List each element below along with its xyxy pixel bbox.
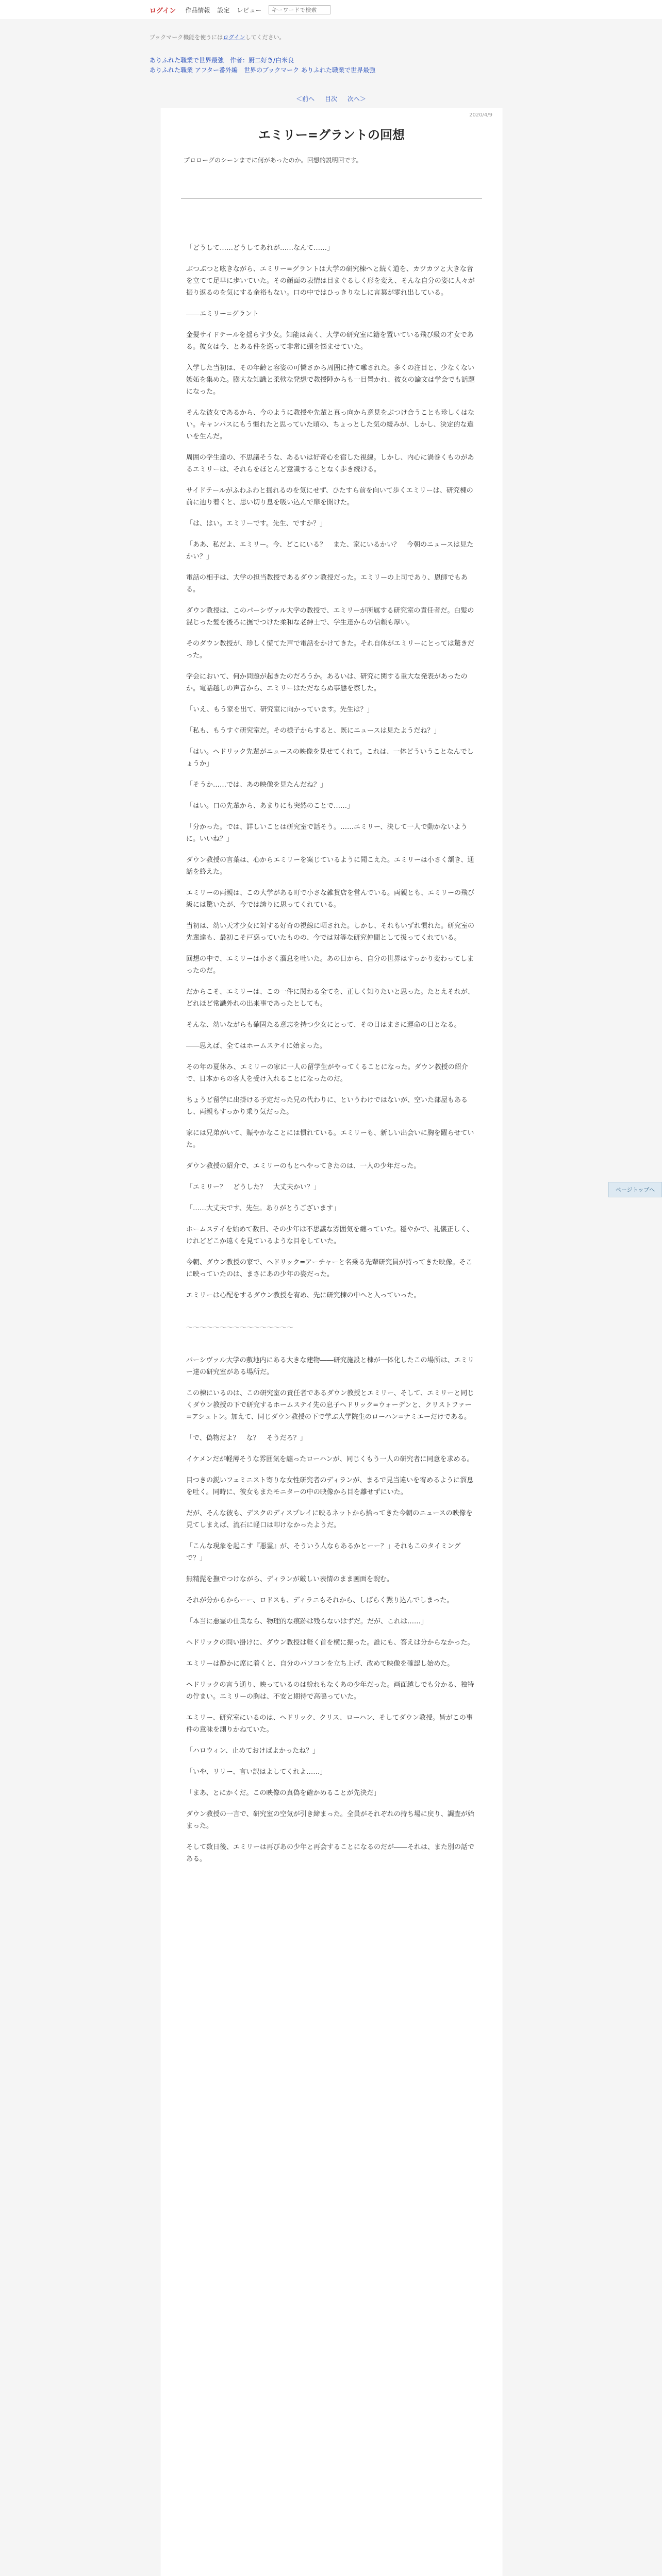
story-paragraph: 「はい。口の先輩から、あまりにも突然のことで……」 bbox=[186, 802, 354, 810]
story-paragraph: 「まあ、とにかくだ。この映像の真偽を確かめることが先決だ」 bbox=[186, 1789, 380, 1797]
scene-separator: 〜〜〜〜〜〜〜〜〜〜〜〜〜〜〜〜 bbox=[186, 1324, 294, 1332]
notice-suffix: してください。 bbox=[245, 34, 285, 41]
story-paragraph: パーシヴァル大学の敷地内にある大きな建物――研究施設と棟が一体化したこの場所は、エミリー達の研究室がある場所だ。 bbox=[186, 1357, 474, 1376]
story-paragraph: ――思えば、全てはホームステイに始まった。 bbox=[186, 1042, 326, 1050]
story-paragraph: エミリー、研究室にいるのは、ヘドリック、クリス、ローハン、そしてダウン教授。皆がこの事件の意味を測りかねていた。 bbox=[186, 1714, 473, 1734]
pager-toc-link[interactable]: 目次 bbox=[324, 95, 337, 103]
story-paragraph: 「……大丈夫です、先生。ありがとうございます」 bbox=[186, 1205, 340, 1212]
story-paragraph: エミリーの両親は、この大学がある町で小さな雑貨店を営んでいる。両親とも、エミリーの飛び級には驚いたが、今では誇りに思ってくれている。 bbox=[186, 889, 475, 909]
story-paragraph: 回想の中で、エミリーは小さく溜息を吐いた。あの日から、自分の世界はすっかり変わってしまったのだ。 bbox=[186, 955, 474, 975]
top-bar-inner bbox=[150, 5, 330, 15]
story-paragraph: ダウン教授の紹介で、エミリーのもとへやってきたのは、一人の少年だった。 bbox=[186, 1162, 421, 1170]
pager-top bbox=[0, 94, 662, 103]
story-paragraph: ダウン教授の一言で、研究室の空気が引き締まった。全員がそれぞれの持ち場に戻り、調査が始まった。 bbox=[186, 1810, 474, 1830]
story-paragraph: 「は、はい。エミリーです。先生、ですか？」 bbox=[186, 520, 326, 528]
story-paragraph: イケメンだが軽薄そうな雰囲気を纏ったローハンが、同じくもう一人の研究者に同意を求める。 bbox=[186, 1455, 474, 1463]
story-paragraph: それが分からからーー、ロドスも、ディラニもそれから、しばらく黙り込んでしまった。 bbox=[186, 1597, 454, 1604]
story-paragraph: 「エミリー？ どうした？ 大丈夫かい？」 bbox=[186, 1183, 321, 1191]
story-paragraph: 「分かった。では、詳しいことは研究室で話そう。……エミリー、決して一人で動かないように。いいね？」 bbox=[186, 823, 468, 843]
story-paragraph: 「ハロウィン、止めておけばよかったね？」 bbox=[186, 1747, 320, 1755]
story-paragraph: 当初は、幼い天才少女に対する好奇の視線に晒された。しかし、それもいずれ慣れた。研究室の先輩達も、最初こそ戸惑っていたものの、今では対等な研究仲間として扱ってくれている。 bbox=[186, 922, 475, 942]
story-paragraph: 「こんな現象を起こす『悪霊』が、そういう人ならあるかとーー？」それもこのタイミングで？」 bbox=[186, 1543, 461, 1562]
story-paragraph: この棟にいるのは、この研究室の責任者であるダウン教授とエミリー、そして、エミリーと同じくダウン教授の下で研究するホームステイ先の息子ヘドリック=ウォーデンと、クリストファー=アシュトン。加えて、同じダウン教授の下で学ぶ大学院生のローハン=ナミエーだけである。 bbox=[186, 1389, 474, 1421]
story-paragraph: エミリーは静かに席に着くと、自分のパソコンを立ち上げ、改めて映像を確認し始めた。 bbox=[186, 1660, 454, 1668]
series-line-2[interactable]: ありふれた職業 アフター番外編 世界のブックマーク ありふれた職業で世界最強 bbox=[150, 66, 375, 74]
story-paragraph: ちょうど留学に出掛ける予定だった兄の代わりに、というわけではないが、空いた部屋もあるし、両親もすっかり乗り気だった。 bbox=[186, 1096, 468, 1116]
series-info bbox=[150, 56, 375, 75]
notice-prefix: ブックマーク機能を使うには bbox=[150, 34, 223, 41]
story-paragraph: そして数日後、エミリーは再びあの少年と再会することになるのだが――それは、また別の話である。 bbox=[186, 1843, 475, 1863]
story-paragraph: 無精髭を撫でつけながら、ディランが厳しい表情のまま画面を睨む。 bbox=[186, 1575, 393, 1583]
preface: プロローグのシーンまでに何があったのか。回想的説明回です。 bbox=[184, 157, 362, 164]
story-paragraph: ヘドリックの問い掛けに、ダウン教授は軽く首を横に振った。誰にも、答えは分からなかった。 bbox=[186, 1639, 474, 1647]
pager-prev-link[interactable]: ＜前へ bbox=[296, 95, 315, 103]
story-paragraph: エミリーは心配をするダウン教授を宥め、先に研究棟の中へと入っていった。 bbox=[186, 1292, 421, 1299]
article bbox=[160, 108, 503, 2576]
story-body bbox=[186, 242, 477, 1874]
story-title: エミリー=グラントの回想 bbox=[258, 128, 405, 142]
notice-login-link[interactable]: ログイン bbox=[223, 34, 245, 41]
pager-next-link[interactable]: 次へ＞ bbox=[347, 95, 366, 103]
story-paragraph: 「どうして……どうしてあれが……なんて……」 bbox=[186, 244, 334, 252]
story-paragraph: ダウン教授の言葉は、心からエミリーを案じているように聞こえた。エミリーは小さく頷き、通話を終えた。 bbox=[186, 856, 474, 876]
story-paragraph: ぶつぶつと呟きながら、エミリー=グラントは大学の研究棟へと続く道を、カツカツと大きな音を立てて足早に歩いていた。その顔面の表情は目まぐるしく形を変え、そんな自分の姿に人々が振り返るのを気にする余裕もない。口の中ではひっきりなしに言葉が零れ出している。 bbox=[186, 265, 475, 297]
story-paragraph: 「私も、もうすぐ研究室だ。その様子からすると、既にニュースは見たようだね？」 bbox=[186, 727, 441, 735]
login-link[interactable]: ログイン bbox=[150, 7, 176, 15]
post-date: 2020/4/9 bbox=[469, 112, 492, 118]
story-paragraph: 金髪サイドテールを揺らす少女。知能は高く、大学の研究室に籍を置いている飛び級の才女である。彼女は今、とある件を巡って非常に頭を悩ませていた。 bbox=[186, 331, 474, 351]
series-line-1[interactable]: ありふれた職業で世界最強 作者：厨二好き/白米良 bbox=[150, 57, 294, 64]
story-paragraph: 「はい。ヘドリック先輩がニュースの映像を見せてくれて。これは、一体どういうことなんでしょうか」 bbox=[186, 748, 474, 768]
story-paragraph: 電話の相手は、大学の担当教授であるダウン教授だった。エミリーの上司であり、恩師でもある。 bbox=[186, 574, 468, 594]
story-paragraph: 周囲の学生達の、不思議そうな、あるいは好奇心を宿した視線。しかし、内心に渦巻くものがあるエミリーは、それらをほとんど意識することなく歩き続ける。 bbox=[186, 454, 474, 473]
story-paragraph: だが、そんな彼も、デスクのディスプレイに映るネットから拾ってきた今朝のニュースの映像を見てしまえば、流石に軽口は叩けなかったようだ。 bbox=[186, 1510, 473, 1529]
story-paragraph: 「いえ、もう家を出て、研究室に向かっています。先生は？」 bbox=[186, 706, 374, 714]
story-paragraph: 「で、偽物だよ？ な？ そうだろ？」 bbox=[186, 1434, 307, 1442]
bookmark-notice bbox=[150, 33, 285, 41]
story-paragraph: そんな彼女であるから、今のように教授や先輩と真っ向から意見をぶつけ合うことも珍しくはない。キャンパスにもう慣れたと思っていた頃の、ちょっとした気の緩みが、しかし、決定的な違いを生んだ。 bbox=[186, 409, 475, 440]
story-paragraph: だからこそ、エミリーは、この一件に関わる全てを、正しく知りたいと思った。たとえそれが、どれほど常識外れの出来事であったとしても。 bbox=[186, 988, 474, 1008]
preface-divider bbox=[181, 198, 482, 199]
story-paragraph: その年の夏休み、エミリーの家に一人の留学生がやってくることになった。ダウン教授の紹介で、日本からの客人を受け入れることになったのだ。 bbox=[186, 1063, 468, 1083]
story-paragraph: ホームステイを始めて数日、その少年は不思議な雰囲気を纏っていた。穏やかで、礼儀正しく、けれどどこか遠くを見ているような目をしていた。 bbox=[186, 1226, 474, 1245]
story-paragraph: 「本当に悪霊の仕業なら、物理的な痕跡は残らないはずだ。だが、これは……」 bbox=[186, 1618, 428, 1625]
story-paragraph: ――エミリー=グラント bbox=[186, 310, 259, 318]
story-paragraph: 「そうか……では、あの映像を見たんだね？」 bbox=[186, 781, 327, 789]
story-paragraph: そのダウン教授が、珍しく慌てた声で電話をかけてきた。それ自体がエミリーにとっては驚きだった。 bbox=[186, 640, 474, 659]
story-paragraph: 「いや、リリー、言い訳はよしてくれよ……」 bbox=[186, 1768, 327, 1776]
nav-item-settings[interactable]: 設定 bbox=[217, 6, 230, 14]
story-paragraph: 今朝、ダウン教授の家で、ヘドリック=アーチャーと名乗る先輩研究員が持ってきた映像。そこに映っていたのは、まさにあの少年の姿だった。 bbox=[186, 1259, 473, 1278]
story-paragraph: 「ああ、私だよ、エミリー。今、どこにいる？ また、家にいるかい？ 今朝のニュースは見たかい？」 bbox=[186, 541, 474, 561]
story-paragraph: サイドテールがふわふわと揺れるのを気にせず、ひたすら前を向いて歩くエミリーは、研究棟の前に辿り着くと、思い切り息を吸い込んで扉を開けた。 bbox=[186, 487, 473, 506]
story-paragraph: 目つきの鋭いフェミニスト寄りな女性研究者のディランが、まるで見当違いを宥めるように溜息を吐く。同時に、彼女もまたモニターの中の映像から目を離せずにいた。 bbox=[186, 1477, 474, 1496]
search-input[interactable] bbox=[269, 5, 330, 14]
story-paragraph: 家には兄弟がいて、賑やかなことには慣れている。エミリーも、新しい出会いに胸を躍らせていた。 bbox=[186, 1129, 474, 1149]
top-bar bbox=[0, 0, 662, 20]
nav-item-review[interactable]: レビュー bbox=[237, 6, 262, 14]
story-paragraph: 入学した当初は、その年齢と容姿の可憐さから周囲に持て囃された。多くの注目と、少なくない嫉妬を集めた。膨大な知識と柔軟な発想で教授陣からも一目置かれ、彼女の論文は学会でも話題になった。 bbox=[186, 364, 475, 396]
story-paragraph: ヘドリックの言う通り、映っているのは紛れもなくあの少年だった。画面越しでも分かる、独特の佇まい。エミリーの胸は、不安と期待で高鳴っていた。 bbox=[186, 1681, 474, 1701]
story-paragraph: そんな、幼いながらも確固たる意志を持つ少女にとって、その日はまさに運命の日となる。 bbox=[186, 1021, 461, 1029]
nav-item-info[interactable]: 作品情報 bbox=[185, 6, 210, 14]
page-top-button[interactable]: ページトップへ bbox=[608, 1182, 662, 1197]
story-paragraph: 学会において、何か問題が起きたのだろうか。あるいは、研究に関する重大な発表があったのか。電話越しの声音から、エミリーはただならぬ事態を察した。 bbox=[186, 673, 468, 692]
story-paragraph: ダウン教授は、このパーシヴァル大学の教授で、エミリーが所属する研究室の責任者だ。白髪の混じった髪を後ろに撫でつけた柔和な老紳士で、学生達からの信頼も厚い。 bbox=[186, 607, 474, 626]
